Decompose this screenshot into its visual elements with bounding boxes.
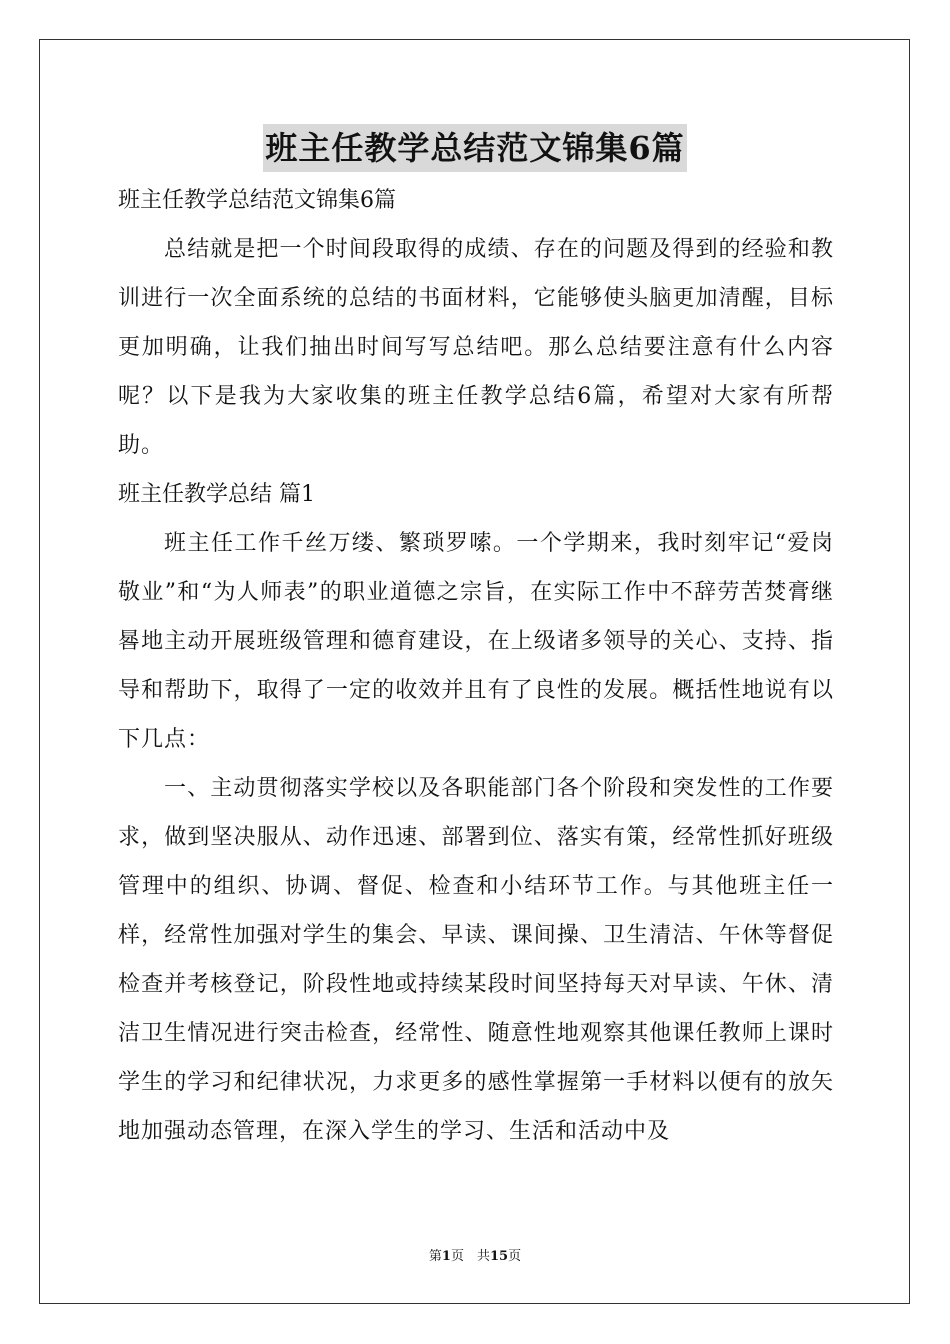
- footer-prefix: 第: [428, 1249, 442, 1264]
- footer-current-page: 1: [441, 1249, 451, 1264]
- document-body: [118, 176, 834, 1156]
- footer-mid: 页 共: [450, 1249, 490, 1264]
- footer-total-pages: 15: [489, 1249, 509, 1264]
- title-container: [0, 124, 950, 172]
- intro-paragraph: 总结就是把一个时间段取得的成绩、存在的问题及得到的经验和教训进行一次全面系统的总结的书面材料，它能够使头脑更加清醒，目标更加明确，让我们抽出时间写写总结吧。那么总结要注意有什么内容呢？以下是我为大家收集的班主任教学总结6篇，希望对大家有所帮助。: [118, 237, 834, 458]
- page-footer: [0, 1245, 950, 1264]
- section-paragraph-2: 一、主动贯彻落实学校以及各职能部门各个阶段和突发性的工作要求，做到坚决服从、动作迅速、部署到位、落实有策，经常性抓好班级管理中的组织、协调、督促、检查和小结环节工作。与其他班主任一样，经常性加强对学生的集会、早读、课间操、卫生清洁、午休等督促检查并考核登记，阶段性地或持续某段时间坚持每天对早读、午休、清洁卫生情况进行突击检查，经常性、随意性地观察其他课任教师上课时学生的学习和纪律状况，力求更多的感性掌握第一手材料以便有的放矢地加强动态管理，在深入学生的学习、生活和活动中及: [118, 776, 834, 1144]
- section-heading: 班主任教学总结 篇1: [118, 482, 315, 507]
- document-title: 班主任教学总结范文锦集6篇: [263, 124, 686, 172]
- document-subtitle: 班主任教学总结范文锦集6篇: [118, 188, 396, 213]
- footer-suffix: 页: [508, 1249, 522, 1264]
- section-paragraph-1: 班主任工作千丝万缕、繁琐罗嗦。一个学期来，我时刻牢记“爱岗敬业”和“为人师表”的职业道德之宗旨，在实际工作中不辞劳苦焚膏继晷地主动开展班级管理和德育建设，在上级诸多领导的关心、支持、指导和帮助下，取得了一定的收效并且有了良性的发展。概括性地说有以下几点：: [118, 531, 834, 752]
